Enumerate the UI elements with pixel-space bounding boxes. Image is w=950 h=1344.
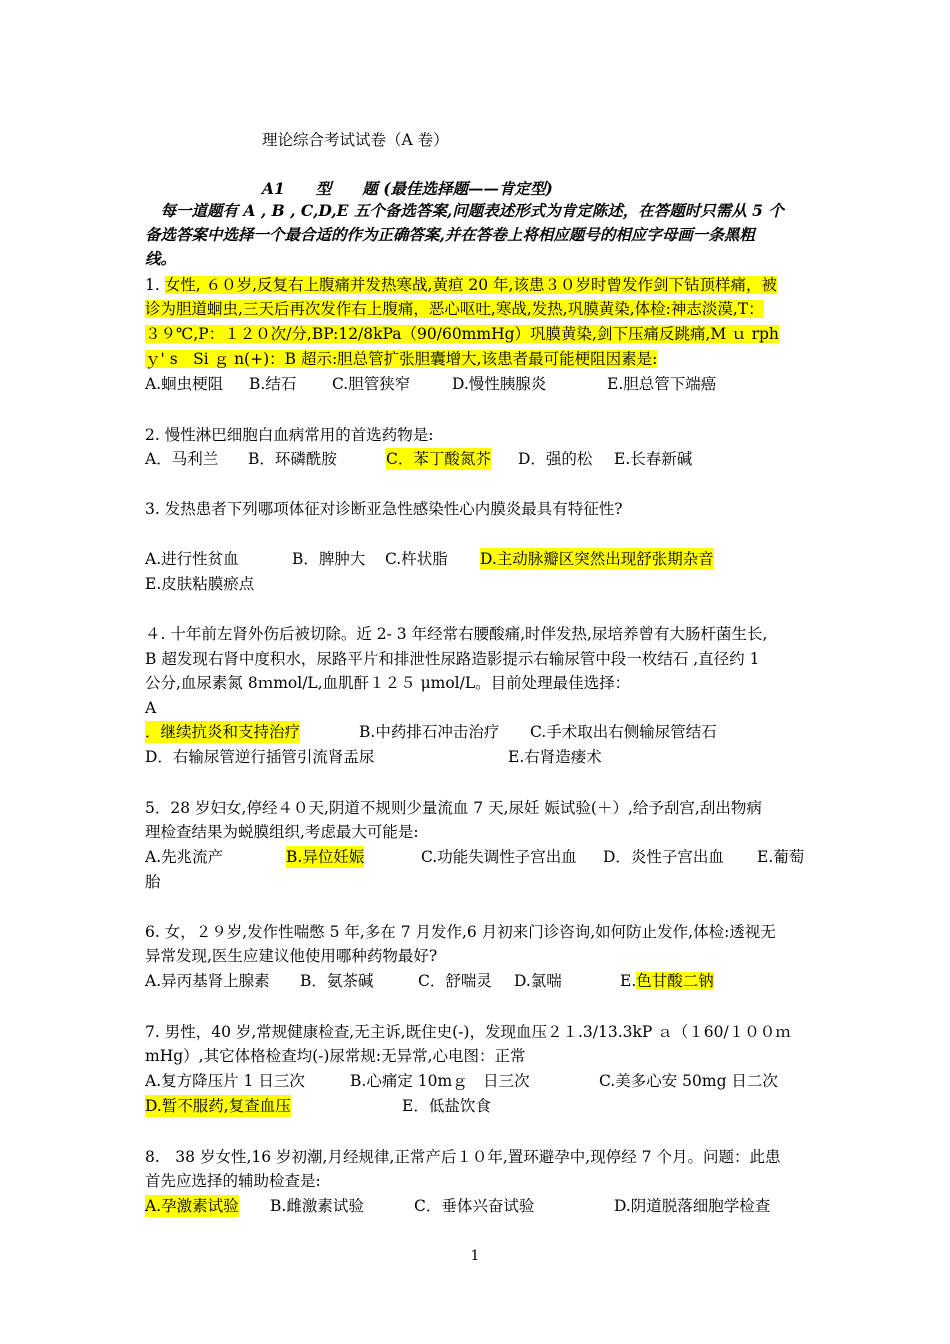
- section-heading: A1 型 题 (最佳选择题——肯定型): [262, 179, 553, 198]
- instruction-line: 每一道题有 A , B , C,D,E 五个备选答案,问题表述形式为肯定陈述，在答题时只需从 5 个: [145, 201, 784, 220]
- q3-option-c: C.杵状脂: [385, 550, 448, 568]
- question-4-line: 公分,血尿素氮 8ｍmol/L,血肌酐１２５ μmol/L。目前处理最佳选择：: [145, 674, 631, 692]
- q5-option-e: E.葡萄: [757, 848, 805, 866]
- q3-option-d: D.主动脉瓣区突然出现舒张期杂音: [480, 550, 714, 568]
- question-8-line: 首先应选择的辅助检查是:: [145, 1172, 321, 1190]
- q6-option-d: D.氯喘: [514, 972, 562, 990]
- q4-option-e: E.右肾造瘘术: [508, 748, 602, 766]
- question-6-line: 6. 女，２９岁,发作性喘憋 5 年,多在 7 月发作,6 月初来门诊咨询,如何防止发作,体检:透视无: [145, 923, 776, 941]
- question-3-stem: 3. 发热患者下列哪项体征对诊断亚急性感染性心内膜炎最具有特征性?: [145, 500, 623, 518]
- instruction-line: 备选答案中选择一个最合适的作为正确答案,并在答卷上将相应题号的相应字母画一条黑粗: [145, 225, 755, 244]
- q8-option-a: A.孕激素试验: [145, 1197, 239, 1215]
- q7-option-c: C.美多心安 50mg 日二次: [599, 1072, 778, 1090]
- q8-option-d: D.阴道脱落细胞学检查: [614, 1197, 771, 1215]
- question-5-line: 理检查结果为蜕膜组织,考虑最大可能是:: [145, 823, 419, 841]
- q2-option-b: B．环磷酰胺: [248, 450, 337, 468]
- q7-option-b: B.心痛定 10mｇ 日三次: [350, 1072, 530, 1090]
- q8-option-b: B.雌激素试验: [270, 1197, 364, 1215]
- q5-option-c: C.功能失调性子宫出血: [421, 848, 577, 866]
- q5-option-a: A.先兆流产: [145, 848, 224, 866]
- document-title: 理论综合考试试卷（A 卷）: [262, 131, 449, 149]
- q4-option-a-letter: A: [145, 699, 157, 717]
- q3-option-b: B．脾肿大: [292, 550, 366, 568]
- q6-option-a: A.异丙基肾上腺素: [145, 972, 270, 990]
- question-5-line: 5．28 岁妇女,停经４０天,阴道不规则少量流血 7 天,尿妊 娠试验(＋）,给予刮宫,刮出物病: [145, 799, 762, 817]
- q2-option-e: E.长春新碱: [614, 450, 693, 468]
- question-1-line: ｙ' s Si ｇ n(+)：B 超示:胆总管扩张胆囊增大,该患者最可能梗阻因素是:: [145, 350, 658, 368]
- q1-option-a: A.蛔虫梗阻: [145, 375, 224, 393]
- question-1-line: 1. 女性, ６０岁,反复右上腹痛并发热寒战,黄疸 20 年,该患３０岁时曾发作剑下钻顶样痛，被: [145, 276, 777, 294]
- q2-option-d: D．强的松: [518, 450, 593, 468]
- q1-option-e: E.胆总管下端癌: [607, 375, 717, 393]
- q1-option-b: B.结石: [249, 375, 297, 393]
- q4-option-a: ．继续抗炎和支持治疗: [145, 723, 301, 741]
- q5-option-e-continued: 胎: [145, 873, 161, 891]
- question-number: 1.: [145, 276, 160, 294]
- question-2-stem: 2. 慢性淋巴细胞白血病常用的首选药物是:: [145, 426, 434, 444]
- q1-option-c: C.胆管狭窄: [332, 375, 411, 393]
- question-4-line: B 超发现右肾中度积水，尿路平片和排泄性尿路造影提示右输尿管中段一枚结石 ,直径约 1: [145, 650, 760, 668]
- q4-option-b: B.中药排石冲击治疗: [359, 723, 500, 741]
- q4-option-c: C.手术取出右侧输尿管结石: [530, 723, 717, 741]
- question-8-line: 8. 38 岁女性,16 岁初潮,月经规律,正常产后１０年,置环避孕中,现停经 7 个月。问题：此患: [145, 1148, 781, 1166]
- question-1-line: ３９℃,P：１２０次/分,BP:12/8kPa（90/60mmHg）巩膜黄染,剑下压痛反跳痛,M ｕ rph: [145, 325, 779, 343]
- q4-option-d: D．右输尿管逆行插管引流肾盂尿: [145, 748, 375, 766]
- q7-option-e: E．低盐饮食: [402, 1097, 491, 1115]
- question-7-line: mHg）,其它体格检查均(-)尿常规:无异常,心电图：正常: [145, 1047, 526, 1065]
- q6-option-e-highlight: 色甘酸二钠: [636, 972, 714, 990]
- question-6-line: 异常发现,医生应建议他使用哪种药物最好?: [145, 947, 438, 965]
- q2-option-c: C．苯丁酸氮芥: [386, 450, 491, 468]
- question-4-line: ４. 十年前左肾外伤后被切除。近 2- 3 年经常右腰酸痛,时伴发热,尿培养曾有大肠杆菌生长,: [145, 625, 768, 643]
- q1-option-d: D.慢性胰腺炎: [452, 375, 547, 393]
- q2-option-a: A．马利兰: [145, 450, 219, 468]
- page-number: 1: [470, 1248, 480, 1264]
- q7-option-a: A.复方降压片 1 日三次: [145, 1072, 305, 1090]
- q3-option-a: A.进行性贫血: [145, 550, 239, 568]
- q7-option-d: D.暂不服药,复查血压: [145, 1097, 291, 1115]
- question-7-line: 7. 男性，40 岁,常规健康检查,无主诉,既住史(-)，发现血压２１.3/13.3kP ａ（１60/１００ｍ: [145, 1023, 791, 1041]
- instruction-line: 线。: [145, 249, 177, 268]
- q6-option-e: E.色甘酸二钠: [620, 972, 714, 990]
- question-1-line: 诊为胆道蛔虫,三天后再次发作右上腹痛，恶心呕吐,寒战,发热,巩膜黄染,体检:神志淡漠,T：: [145, 300, 764, 318]
- q8-option-c: C．垂体兴奋试验: [414, 1197, 535, 1215]
- q6-option-c: C．舒喘灵: [418, 972, 492, 990]
- q5-option-d: D．炎性子宫出血: [603, 848, 724, 866]
- q6-option-b: B．氨茶碱: [300, 972, 374, 990]
- q5-option-b: B.异位妊娠: [286, 848, 365, 866]
- q3-option-e: E.皮肤粘膜瘀点: [145, 575, 255, 593]
